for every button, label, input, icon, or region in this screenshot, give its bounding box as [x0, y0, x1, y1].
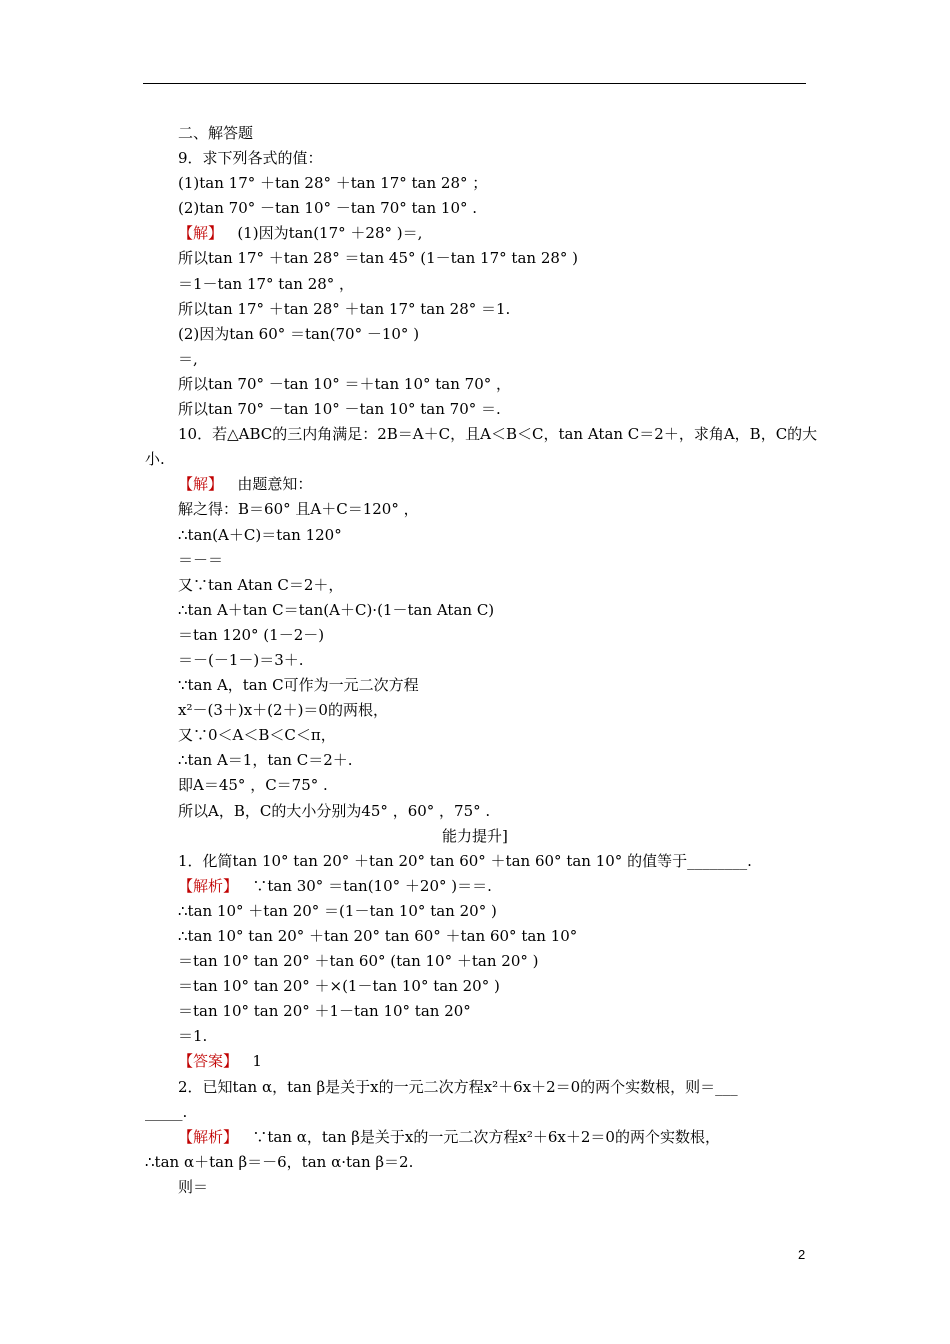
line-text: ∵tan A，tan C可作为一元二次方程 — [178, 676, 419, 695]
line-text: ＝tan 10° tan 20° ＋×(1－tan 10° tan 20° ) — [178, 977, 500, 996]
document-line — [0, 347, 950, 372]
document-line — [0, 748, 950, 773]
page-number: 2 — [798, 1247, 806, 1262]
line-text: ＝tan 10° tan 20° ＋tan 60° (tan 10° ＋tan 20° ) — [178, 952, 539, 971]
line-text: 又∵0＜A＜B＜C＜π， — [178, 726, 336, 745]
answer-tag: 【答案】 — [178, 1052, 239, 1071]
line-text: 所以tan 70° －tan 10° －tan 10° tan 70° ＝. — [178, 400, 501, 419]
document-line — [0, 799, 950, 824]
line-text: ∴tan α＋tan β＝－6，tan α·tan β＝2. — [145, 1152, 414, 1171]
line-text: ∵tan α，tan β是关于x的一元二次方程x²＋6x＋2＝0的两个实数根， — [238, 1127, 720, 1146]
document-line — [0, 272, 950, 297]
answer-tag: 【解】 — [178, 475, 224, 494]
line-text: 即A＝45° ，C＝75° . — [178, 776, 328, 795]
line-text: ＝－＝ — [178, 550, 224, 569]
line-text: ∴tan A＝1，tan C＝2＋. — [178, 751, 353, 770]
line-text: 由题意知： — [223, 475, 313, 494]
document-line — [0, 397, 950, 422]
document-line — [0, 171, 950, 196]
document-line — [0, 598, 950, 623]
document-line — [0, 548, 950, 573]
line-text: 小. — [145, 450, 165, 469]
document-line — [0, 1024, 950, 1049]
line-text: 二、解答题 — [178, 124, 254, 142]
document-line — [0, 523, 950, 548]
document-line — [0, 1150, 950, 1175]
document-line — [0, 1100, 950, 1125]
document-line — [0, 999, 950, 1024]
line-text: x²－(3＋)x＋(2＋)＝0的两根， — [178, 701, 388, 720]
document-line — [0, 899, 950, 924]
line-text: 1 — [238, 1052, 262, 1071]
document-line — [0, 196, 950, 221]
document-line — [0, 949, 950, 974]
document-line — [0, 322, 950, 347]
line-text: 2．已知tan α，tan β是关于x的一元二次方程x²＋6x＋2＝0的两个实数根，则＝___ — [178, 1077, 738, 1096]
document-line — [0, 121, 950, 146]
line-text: 所以tan 17° ＋tan 28° ＝tan 45° (1－tan 17° tan 28° ) — [178, 249, 579, 268]
document-line — [0, 773, 950, 798]
line-text: 9．求下列各式的值： — [178, 149, 323, 168]
answer-tag: 【解析】 — [178, 876, 239, 895]
line-text: ＝1－tan 17° tan 28° ， — [178, 274, 355, 293]
line-text: ＝tan 10° tan 20° ＋1－tan 10° tan 20° — [178, 1002, 471, 1021]
document-line — [0, 673, 950, 698]
line-text: 1．化简tan 10° tan 20° ＋tan 20° tan 60° ＋tan 60° tan 10° 的值等于________. — [178, 851, 752, 870]
document-line — [0, 874, 950, 899]
line-text: 所以A，B，C的大小分别为45° ，60° ，75° . — [178, 801, 491, 820]
line-text: 10．若△ABC的三内角满足：2B＝A＋C，且A＜B＜C，tan Atan C＝2＋，求角A，B，C的大 — [178, 425, 818, 444]
document-line — [0, 824, 950, 849]
document-line — [0, 648, 950, 673]
line-text: ＝－(－1－)＝3＋. — [178, 650, 304, 669]
line-text: ∴tan A＋tan C＝tan(A＋C)·(1－tan Atan C) — [178, 600, 495, 619]
document-body — [0, 121, 950, 1200]
line-text: 所以tan 17° ＋tan 28° ＋tan 17° tan 28° ＝1. — [178, 299, 511, 318]
document-line — [0, 246, 950, 271]
document-line — [0, 924, 950, 949]
line-text: _____. — [145, 1102, 188, 1121]
document-line — [0, 372, 950, 397]
answer-tag: 【解】 — [178, 224, 224, 243]
document-line — [0, 1175, 950, 1200]
document-line — [0, 447, 950, 472]
line-text: ＝1. — [178, 1027, 208, 1046]
line-text: ∵tan 30° ＝tan(10° ＋20° )＝＝. — [238, 876, 492, 895]
line-text: (1)因为tan(17° ＋28° )＝, — [223, 224, 423, 243]
document-line — [0, 1075, 950, 1100]
line-text: ∴tan 10° ＋tan 20° ＝(1－tan 10° tan 20° ) — [178, 901, 497, 920]
document-line — [0, 472, 950, 497]
line-text: 解之得：B＝60° 且A＋C＝120° ， — [178, 500, 419, 519]
line-text: 又∵tan Atan C＝2＋， — [178, 575, 344, 594]
line-text: (1)tan 17° ＋tan 28° ＋tan 17° tan 28° ； — [178, 174, 488, 193]
document-line — [0, 623, 950, 648]
line-text: 则＝ — [178, 1177, 209, 1196]
line-text: (2)tan 70° －tan 10° －tan 70° tan 10° . — [178, 199, 478, 218]
answer-tag: 【解析】 — [178, 1127, 239, 1146]
document-line — [0, 849, 950, 874]
document-line — [0, 497, 950, 522]
line-text: ∴tan(A＋C)＝tan 120° — [178, 525, 342, 544]
document-line — [0, 1049, 950, 1074]
line-text: ＝tan 120° (1－2－) — [178, 625, 325, 644]
document-line — [0, 297, 950, 322]
document-line — [0, 573, 950, 598]
document-line — [0, 146, 950, 171]
document-line — [0, 221, 950, 246]
line-text: 所以tan 70° －tan 10° ＝＋tan 10° tan 70° ， — [178, 374, 512, 393]
line-text: ＝, — [178, 349, 198, 368]
line-text: ∴tan 10° tan 20° ＋tan 20° tan 60° ＋tan 60° tan 10° — [178, 927, 578, 945]
document-line — [0, 698, 950, 723]
document-line — [0, 723, 950, 748]
document-line — [0, 422, 950, 447]
header-rule — [143, 83, 806, 84]
line-text: (2)因为tan 60° ＝tan(70° －10° ) — [178, 324, 420, 343]
document-line — [0, 974, 950, 999]
line-text: 能力提升] — [442, 826, 508, 845]
document-line — [0, 1125, 950, 1150]
